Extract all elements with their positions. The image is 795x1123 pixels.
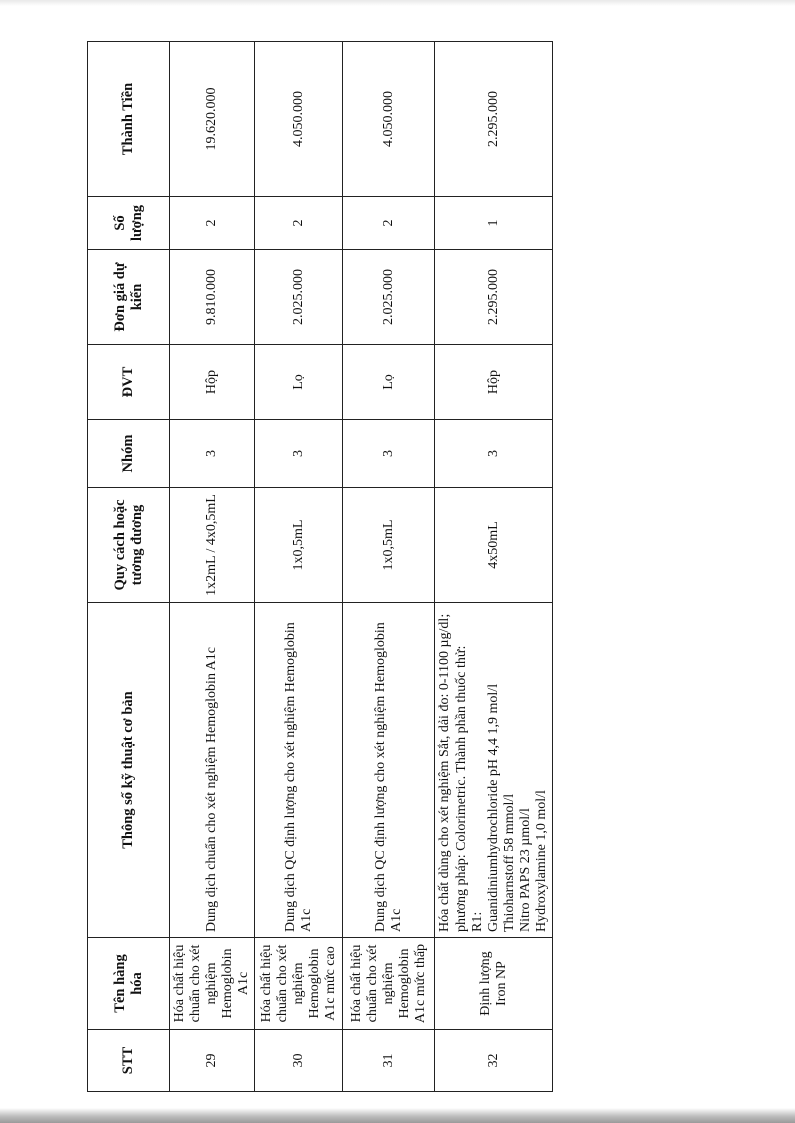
header-total: Thành Tiền	[88, 42, 170, 197]
scan-bottom-edge	[0, 1108, 795, 1123]
cell-unit: Hộp	[435, 345, 553, 420]
spec-line: Dung dịch chuẩn cho xét nghiệm Hemoglobin A1c	[204, 647, 220, 932]
table-row	[435, 42, 553, 1092]
header-price: Đơn giá dự kiến	[88, 250, 170, 345]
header-pack: Quy cách hoặc tương đương	[88, 488, 170, 603]
spec-line: Dung dịch QC định lượng cho xét nghiệm Hemoglobin A1c	[282, 622, 314, 932]
cell-group: 3	[170, 420, 255, 488]
cell-pack: 1x0,5mL	[343, 488, 435, 603]
goods-table	[87, 41, 553, 1092]
cell-group: 3	[255, 420, 343, 488]
cell-spec	[255, 603, 343, 938]
cell-unit: Lọ	[343, 345, 435, 420]
cell-spec	[435, 603, 553, 938]
rotated-page	[87, 42, 551, 1092]
table-row	[255, 42, 343, 1092]
cell-pack: 1x0,5mL	[255, 488, 343, 603]
cell-unit: Hộp	[170, 345, 255, 420]
cell-stt: 31	[343, 1030, 435, 1092]
cell-name: Hóa chất hiệu chuẩn cho xét nghiệm Hemoglobin A1c mức thấp	[343, 938, 435, 1030]
cell-stt: 30	[255, 1030, 343, 1092]
header-row	[88, 42, 170, 1092]
cell-pack: 1x2mL / 4x0,5mL	[170, 488, 255, 603]
cell-price: 2.295.000	[435, 250, 553, 345]
cell-qty: 1	[435, 197, 553, 250]
cell-spec	[170, 603, 255, 938]
cell-price: 2.025.000	[255, 250, 343, 345]
table-row	[170, 42, 255, 1092]
cell-name: Hóa chất hiệu chuẩn cho xét nghiệm Hemoglobin A1c	[170, 938, 255, 1030]
cell-spec	[343, 603, 435, 938]
header-group: Nhóm	[88, 420, 170, 488]
cell-group: 3	[435, 420, 553, 488]
spec-line: Hóa chất dùng cho xét nghiệm Sắt, dải đo: 0-1100 µg/dl; phương pháp: Colorimetric. Thành phần thuốc thử:	[437, 613, 469, 932]
header-stt: STT	[88, 1030, 170, 1092]
cell-name: Định lượng Iron NP	[435, 938, 553, 1030]
scan-top-edge	[0, 0, 795, 6]
spec-line: Thioharnstoff 58 mmol/l	[501, 793, 517, 932]
spec-line: Hydroxylamine 1,0 mol/l	[534, 790, 550, 932]
cell-qty: 2	[255, 197, 343, 250]
cell-total: 4.050.000	[255, 42, 343, 197]
header-spec: Thông số kỹ thuật cơ bản	[88, 603, 170, 938]
spec-line: Guanidiniumhydrochloride pH 4,4 1,9 mol/l	[485, 683, 501, 932]
cell-group: 3	[343, 420, 435, 488]
cell-stt: 29	[170, 1030, 255, 1092]
cell-price: 9.810.000	[170, 250, 255, 345]
cell-name: Hóa chất hiệu chuẩn cho xét nghiệm Hemoglobin A1c mức cao	[255, 938, 343, 1030]
cell-price: 2.025.000	[343, 250, 435, 345]
spec-line: R1:	[469, 911, 485, 932]
cell-stt: 32	[435, 1030, 553, 1092]
spec-line: Dung dịch QC định lượng cho xét nghiệm Hemoglobin A1c	[372, 622, 404, 932]
cell-pack: 4x50mL	[435, 488, 553, 603]
cell-qty: 2	[343, 197, 435, 250]
table-row	[343, 42, 435, 1092]
header-qty: Số lượng	[88, 197, 170, 250]
spec-line: Nitro PAPS 23 µmol/l	[517, 808, 533, 932]
header-unit: ĐVT	[88, 345, 170, 420]
cell-total: 19.620.000	[170, 42, 255, 197]
cell-qty: 2	[170, 197, 255, 250]
header-name: Tên hàng hóa	[88, 938, 170, 1030]
cell-unit: Lọ	[255, 345, 343, 420]
cell-total: 2.295.000	[435, 42, 553, 197]
cell-total: 4.050.000	[343, 42, 435, 197]
